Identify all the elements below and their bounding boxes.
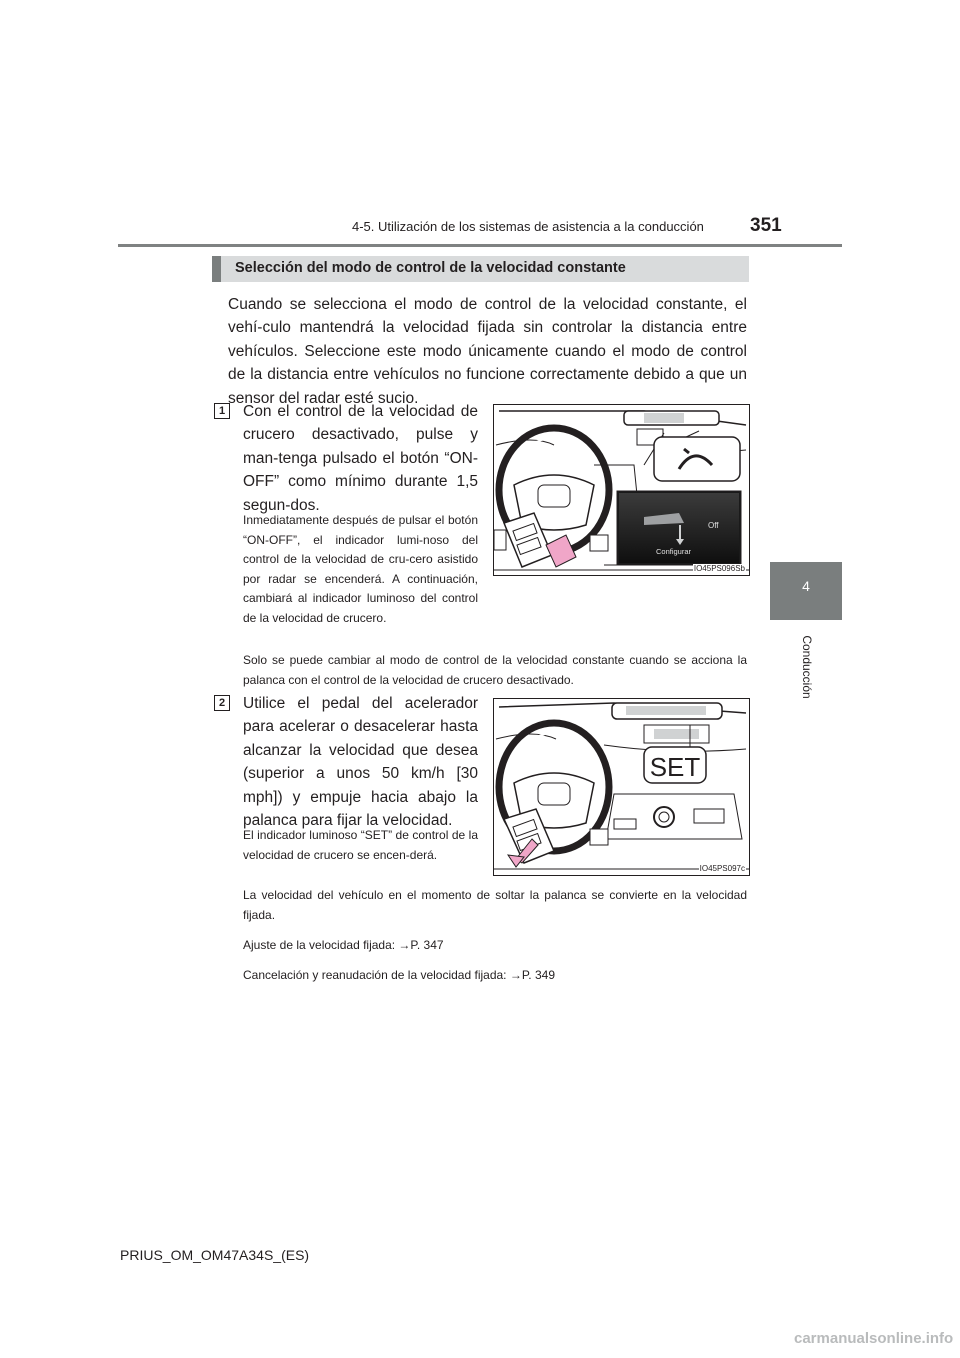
step-1-text: Con el control de la velocidad de crucero desactivado, pulse y man-tenga pulsado el botón “ON-OFF” como mínimo durante 1,5 segun-dos. [243, 403, 478, 514]
header-rule [118, 244, 842, 247]
step-1-note-wide: Solo se puede cambiar al modo de control de la velocidad constante cuando se acciona la palanca con el control de la velocidad de crucero desactivado. [243, 653, 747, 687]
step-1-number: 1 [214, 403, 230, 419]
display-config-label: Configurar [656, 547, 692, 556]
set-indicator-label: SET [649, 752, 701, 782]
display-off-label: Off [708, 521, 719, 530]
step-1-figure [493, 404, 750, 576]
figure-1-code: IO45PS096Sb [693, 564, 745, 573]
section-title: Selección del modo de control de la velocidad constante [235, 260, 626, 276]
header-section-title: 4-5. Utilización de los sistemas de asistencia a la conducción [352, 219, 704, 234]
step-2-note-wide-1: La velocidad del vehículo en el momento de soltar la palanca se convierte en la velocidad fijada. [243, 888, 747, 922]
step-1-note: Inmediatamente después de pulsar el botón “ON-OFF”, el indicador lumi-noso del control de la velocidad de cru-cero asistido por radar se encenderá. A continuación, cambiará al indicador luminoso del control de la velocidad de crucero. [243, 513, 478, 625]
step-2-text: Utilice el pedal del acelerador para acelerar o desacelerar hasta alcanzar la velocidad que desea (superior a unos 50 km/h [30 mph]) y empuje hacia abajo la palanca para fijar la velocidad. [243, 695, 478, 830]
section-title-bar [212, 256, 749, 282]
chapter-tab-number: 4 [802, 578, 810, 594]
page-number: 351 [750, 215, 782, 236]
dashboard-illustration-2 [494, 699, 750, 876]
step-2-note-wide-2: Ajuste de la velocidad fijada: →P. 347 [243, 938, 444, 952]
step-2-number: 2 [214, 695, 230, 711]
watermark-text: carmanualsonline.info [794, 1330, 954, 1347]
chapter-tab-label: Conducción [800, 635, 814, 699]
step-2-figure [493, 698, 750, 876]
step-2-note: El indicador luminoso “SET” de control de la velocidad de crucero se encen-derá. [243, 828, 478, 862]
intro-paragraph: Cuando se selecciona el modo de control de la velocidad constante, el vehí-culo mantendrá la velocidad fijada sin controlar la distancia entre vehículos. Seleccione este modo únicamente cuando el modo de control de la distancia entre vehículos no funcione correctamente debido a que un sensor del radar esté sucio. [228, 296, 747, 407]
footer-model-code: PRIUS_OM_OM47A34S_(ES) [120, 1247, 310, 1263]
step-2-note-wide-3: Cancelación y reanudación de la velocidad fijada: →P. 349 [243, 968, 555, 982]
figure-2-code: IO45PS097c [699, 864, 745, 873]
dashboard-illustration-1 [494, 405, 750, 576]
